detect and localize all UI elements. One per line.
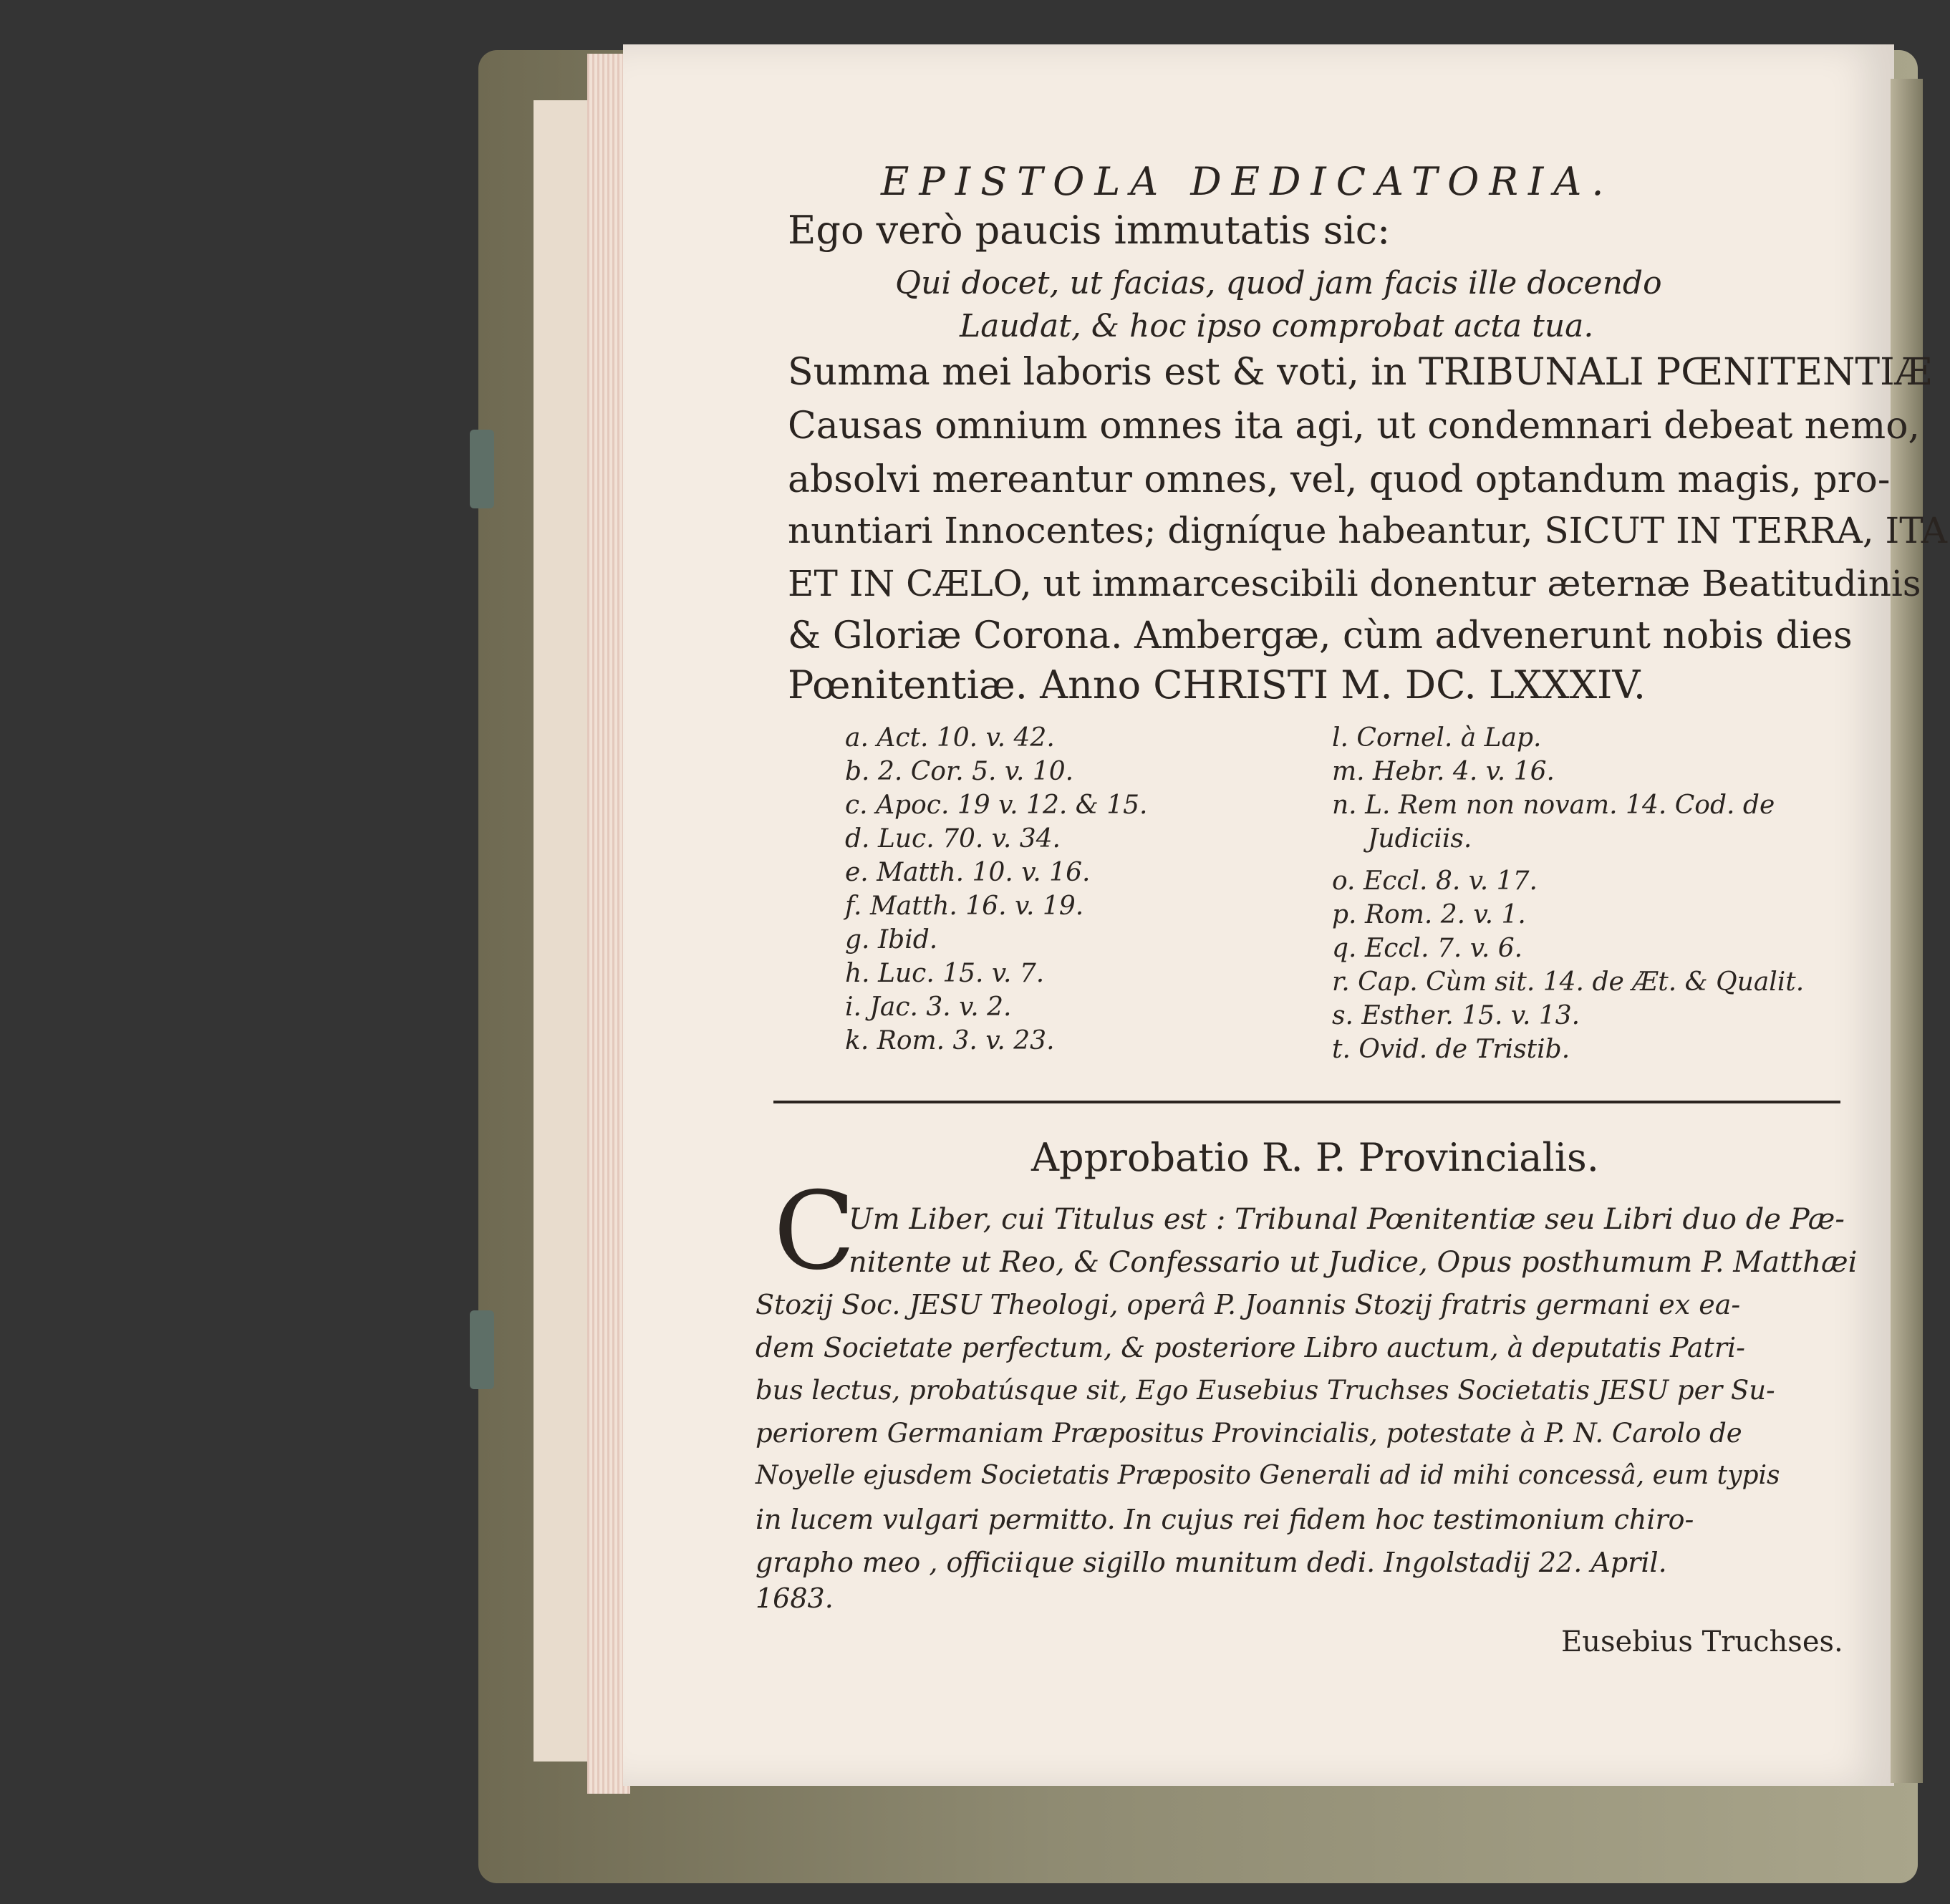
note-letter: d.: [845, 824, 870, 854]
note-ref: Ovid. de Tristib.: [1358, 1035, 1570, 1064]
note-i: [845, 992, 1011, 1022]
section-divider: [773, 1101, 1840, 1103]
note-ref: Apoc. 19 v. 12. & 15.: [876, 791, 1148, 820]
verse-line-1: Qui docet, ut facias, quod jam facis ille docendo: [895, 265, 1662, 301]
note-letter: f.: [845, 891, 862, 921]
note-ref: Esther. 15. v. 13.: [1361, 1001, 1580, 1030]
note-letter: r.: [1332, 967, 1350, 997]
clasp-lower: [470, 1310, 494, 1389]
clasp-upper: [470, 430, 494, 508]
note-letter: b.: [845, 757, 870, 786]
paragraph-line-8: Pœnitentiæ. Anno CHRISTI M. DC. LXXXIV.: [788, 662, 1646, 707]
note-letter: t.: [1332, 1035, 1351, 1064]
note-letter: i.: [845, 992, 861, 1022]
note-h: [845, 959, 1044, 988]
note-ref: Cornel. à Lap.: [1356, 723, 1542, 753]
approbatio-line-10: 1683.: [756, 1582, 834, 1614]
approbatio-title: Approbatio R. P. Provincialis.: [1031, 1135, 1599, 1180]
note-c: [845, 791, 1147, 820]
note-ref: Luc. 15. v. 7.: [878, 959, 1045, 988]
note-f: [845, 891, 1083, 921]
note-l: [1332, 723, 1542, 753]
note-r: [1332, 967, 1804, 997]
running-header: EPISTOLA DEDICATORIA.: [881, 159, 1614, 204]
paragraph-line-5: nuntiari Innocentes; digníque habeantur, SICUT IN TERRA, ITA: [788, 510, 1947, 551]
approbatio-line-4: dem Societate perfectum, & posteriore Libro auctum, à deputatis Patri-: [756, 1332, 1745, 1363]
note-letter: a.: [845, 723, 869, 753]
note-ref: 2. Cor. 5. v. 10.: [877, 757, 1074, 786]
note-t: [1332, 1035, 1570, 1064]
note-ref: Matth. 16. v. 19.: [869, 891, 1084, 921]
note-ref: Rom. 2. v. 1.: [1364, 900, 1526, 929]
note-ref: Luc. 70. v. 34.: [877, 824, 1061, 854]
paragraph-line-1: Ego verò paucis immutatis sic:: [788, 208, 1391, 253]
note-letter: c.: [845, 791, 868, 820]
note-n-continued: [1368, 824, 1472, 854]
note-d: [845, 824, 1061, 854]
note-p: [1332, 900, 1526, 929]
note-g: [845, 925, 937, 955]
note-a: [845, 723, 1055, 753]
note-n: [1332, 791, 1775, 820]
note-b: [845, 757, 1073, 786]
note-letter: q.: [1332, 934, 1357, 963]
note-ref: Matth. 10. v. 16.: [877, 858, 1091, 887]
note-e: [845, 858, 1090, 887]
note-letter: m.: [1332, 757, 1365, 786]
approbatio-line-2: nitente ut Reo, & Confessario ut Judice, Opus posthumum P. Matthæi: [849, 1246, 1858, 1279]
note-ref: Hebr. 4. v. 16.: [1373, 757, 1555, 786]
signature: Eusebius Truchses.: [1561, 1625, 1843, 1658]
note-letter: h.: [845, 959, 870, 988]
note-ref: Ibid.: [877, 925, 938, 955]
approbatio-line-9: grapho meo , officiique sigillo munitum dedi. Ingolstadij 22. April.: [756, 1547, 1667, 1578]
paragraph-line-3: Causas omnium omnes ita agi, ut condemnari debeat nemo,: [788, 405, 1921, 448]
note-ref: Rom. 3. v. 23.: [877, 1026, 1055, 1055]
note-ref: Judiciis.: [1368, 824, 1472, 854]
note-ref: Eccl. 8. v. 17.: [1363, 866, 1538, 896]
note-ref: Act. 10. v. 42.: [877, 723, 1055, 753]
book-spine-edge: [1891, 79, 1923, 1783]
note-ref: L. Rem non novam. 14. Cod. de: [1365, 791, 1775, 820]
note-letter: s.: [1332, 1001, 1353, 1030]
approbatio-line-6: periorem Germaniam Præpositus Provincialis, potestate à P. N. Carolo de: [756, 1418, 1742, 1449]
paragraph-line-4: absolvi mereantur omnes, vel, quod optandum magis, pro-: [788, 458, 1891, 501]
approbatio-dropcap: C: [773, 1169, 856, 1294]
paragraph-line-6: ET IN CÆLO, ut immarcescibili donentur æternæ Beatitudinis: [788, 563, 1921, 604]
note-o: [1332, 866, 1538, 896]
note-ref: Eccl. 7. v. 6.: [1364, 934, 1523, 963]
approbatio-line-3: Stozij Soc. JESU Theologi, operâ P. Joannis Stozij fratris germani ex ea-: [756, 1289, 1741, 1320]
note-letter: g.: [845, 925, 870, 955]
paragraph-line-7: & Gloriæ Corona. Ambergæ, cùm advenerunt nobis dies: [788, 614, 1853, 657]
note-ref: Cap. Cùm sit. 14. de Æt. & Qualit.: [1358, 967, 1805, 997]
approbatio-line-8: in lucem vulgari permitto. In cujus rei fidem hoc testimonium chiro-: [756, 1504, 1694, 1535]
approbatio-line-5: bus lectus, probatúsque sit, Ego Eusebius Truchses Societatis JESU per Su-: [756, 1375, 1775, 1406]
paragraph-line-2: Summa mei laboris est & voti, in TRIBUNALI PŒNITENTIÆ: [788, 351, 1932, 394]
note-letter: o.: [1332, 866, 1356, 896]
note-letter: l.: [1332, 723, 1348, 753]
note-m: [1332, 757, 1555, 786]
note-letter: k.: [845, 1026, 869, 1055]
note-letter: n.: [1332, 791, 1357, 820]
approbatio-line-7: Noyelle ejusdem Societatis Præposito Generali ad id mihi concessâ, eum typis: [756, 1461, 1780, 1490]
note-letter: p.: [1332, 900, 1357, 929]
note-s: [1332, 1001, 1580, 1030]
approbatio-line-1: Um Liber, cui Titulus est : Tribunal Pœnitentiæ seu Libri duo de Pæ-: [849, 1203, 1845, 1236]
verse-line-2: Laudat, & hoc ipso comprobat acta tua.: [960, 308, 1594, 344]
note-k: [845, 1026, 1055, 1055]
note-q: [1332, 934, 1522, 963]
note-ref: Jac. 3. v. 2.: [869, 992, 1012, 1022]
note-letter: e.: [845, 858, 869, 887]
